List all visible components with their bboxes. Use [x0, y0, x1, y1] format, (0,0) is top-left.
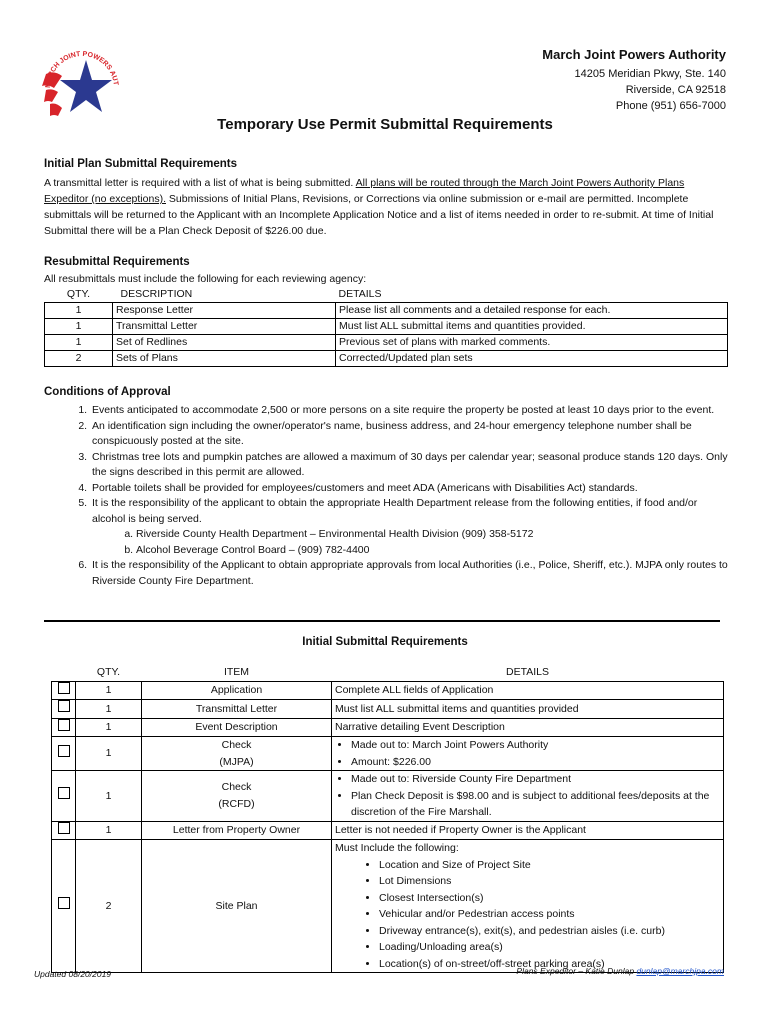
table-row — [45, 351, 728, 367]
bullet-item: • Amount: $226.00 — [351, 754, 720, 771]
condition-item: 4. Portable toilets shall be provided for employees/customers and meet ADA (Americans with Disabilities Act) standards. — [90, 481, 730, 497]
qty-cell: 1 — [76, 771, 142, 822]
details-cell — [332, 737, 724, 771]
checkbox[interactable] — [58, 700, 70, 712]
resubmittal-heading: Resubmittal Requirements — [44, 256, 190, 268]
bullet-item: • Made out to: Riverside County Fire Department — [351, 771, 720, 788]
checkbox[interactable] — [58, 745, 70, 757]
checkbox-cell — [52, 821, 76, 840]
updated-date: Updated 08/20/2019 — [34, 969, 112, 979]
checkbox[interactable] — [58, 897, 70, 909]
qty-cell: 1 — [76, 821, 142, 840]
org-address-2: Riverside, CA 92518 — [625, 84, 726, 96]
bullet-item: • Location(s) of on-street/off-street parking area(s) — [379, 956, 720, 973]
bullet-item: • Vehicular and/or Pedestrian access points — [379, 906, 720, 923]
condition-item-text: It is the responsibility of the applicant to obtain the appropriate Health Department release from the following entities, if food and/or alcohol is being served. — [92, 497, 698, 525]
initial-submittal-table — [51, 664, 724, 973]
qty-cell: 1 — [76, 700, 142, 719]
details-bullets — [335, 771, 720, 821]
bullet-item: • Closest Intersection(s) — [379, 890, 720, 907]
footer-contact — [516, 966, 724, 976]
bullet-item: • Loading/Unloading area(s) — [379, 939, 720, 956]
col-details: DETAILS — [338, 288, 382, 300]
sub-item: b. Alcohol Beverage Control Board – (909) 782-4400 — [136, 543, 730, 559]
resubmittal-header-row — [45, 287, 728, 303]
details-cell: Must list ALL submittal items and quantities provided. — [336, 319, 728, 335]
bullet-item: • Plan Check Deposit is $98.00 and is subject to additional fees/deposits at the discretion of the Fire Marshall. — [351, 788, 720, 821]
desc-cell: Set of Redlines — [113, 335, 336, 351]
table-row — [52, 840, 724, 973]
checkbox-cell — [52, 771, 76, 822]
condition-item: 1. Events anticipated to accommodate 2,500 or more persons on a site require the property be posted at least 10 days prior to the event. — [90, 403, 730, 419]
item-line-2: (MJPA) — [219, 755, 254, 768]
site-plan-intro: Must Include the following: — [335, 842, 459, 854]
bullet-item: • Lot Dimensions — [379, 873, 720, 890]
item-cell — [142, 771, 332, 822]
mjpa-logo — [40, 44, 124, 124]
col-item: ITEM — [223, 666, 250, 678]
logo-text: MARCH JOINT POWERS AUT — [44, 50, 119, 89]
item-line-2: (RCFD) — [218, 797, 255, 810]
qty-cell: 1 — [76, 681, 142, 700]
initial-submittal-heading: Initial Submittal Requirements — [302, 636, 468, 648]
item-cell — [142, 737, 332, 771]
qty-cell: 1 — [45, 335, 113, 351]
divider — [44, 620, 720, 622]
resubmittal-table — [44, 287, 728, 367]
desc-cell: Response Letter — [113, 303, 336, 319]
org-info — [542, 47, 726, 114]
col-description: DESCRIPTION — [120, 288, 193, 300]
sub-item: a. Riverside County Health Department – Environmental Health Division (909) 358-5172 — [136, 527, 730, 543]
checkbox-col-header — [52, 664, 76, 681]
resubmittal-intro: All resubmittals must include the following for each reviewing agency: — [44, 273, 367, 285]
initial-plan-text — [44, 175, 730, 239]
qty-cell: 1 — [76, 718, 142, 737]
col-details: DETAILS — [506, 666, 549, 678]
checkbox[interactable] — [58, 719, 70, 731]
condition-item: 6. It is the responsibility of the Applicant to obtain appropriate approvals from local Authorities (i.e., Police, Sheriff, etc.). MJPA only routes to Riverside County Fire Department. — [90, 558, 730, 589]
checkbox-cell — [52, 681, 76, 700]
checkbox-cell — [52, 737, 76, 771]
condition-item — [90, 496, 730, 558]
checkbox-cell — [52, 840, 76, 973]
item-cell: Site Plan — [142, 840, 332, 973]
checkbox[interactable] — [58, 822, 70, 834]
col-qty: QTY. — [96, 666, 121, 678]
table-row — [52, 700, 724, 719]
condition-item: 3. Christmas tree lots and pumpkin patches are allowed a maximum of 30 days per calendar year; seasonal produce stands 120 days. Only the signs described in this permit are allowed. — [90, 450, 730, 481]
qty-cell: 1 — [45, 319, 113, 335]
details-cell: Corrected/Updated plan sets — [336, 351, 728, 367]
conditions-list-wrap — [44, 403, 730, 589]
desc-cell: Transmittal Letter — [113, 319, 336, 335]
initial-plan-heading: Initial Plan Submittal Requirements — [44, 158, 237, 170]
initial-submittal-header-row — [52, 664, 724, 681]
expeditor-name: Plans Expeditor – Katie Dunlap — [516, 966, 635, 976]
qty-cell: 1 — [76, 737, 142, 771]
qty-cell: 2 — [76, 840, 142, 973]
table-row — [52, 771, 724, 822]
qty-cell: 2 — [45, 351, 113, 367]
health-entities-list — [92, 527, 730, 558]
table-row — [45, 303, 728, 319]
details-cell — [332, 840, 724, 973]
bullet-item: • Driveway entrance(s), exit(s), and pedestrian aisles (i.e. curb) — [379, 923, 720, 940]
initial-plan-text-underlined: All plans will be routed through the March Joint Powers Authority Plans Expeditor (no exceptions). — [44, 177, 685, 205]
site-plan-bullets — [335, 857, 720, 973]
condition-item: 2. An identification sign including the owner/operator's name, business address, and 24-hour emergency telephone number shall be conspicuously posted at the site. — [90, 419, 730, 450]
checkbox[interactable] — [58, 787, 70, 799]
checkbox-cell — [52, 700, 76, 719]
org-name: March Joint Powers Authority — [542, 47, 726, 62]
desc-cell: Sets of Plans — [113, 351, 336, 367]
item-line-1: Check — [221, 739, 252, 751]
page-title: Temporary Use Permit Submittal Requirements — [217, 116, 553, 133]
initial-plan-text-1: A transmittal letter is required with a list of what is being submitted. — [44, 177, 356, 189]
conditions-heading: Conditions of Approval — [44, 386, 171, 398]
details-cell: Letter is not needed if Property Owner is the Applicant — [332, 821, 724, 840]
star-icon — [60, 60, 112, 112]
table-row — [52, 681, 724, 700]
item-cell: Event Description — [142, 718, 332, 737]
table-row — [52, 821, 724, 840]
table-row — [52, 718, 724, 737]
table-row — [45, 335, 728, 351]
checkbox-cell — [52, 718, 76, 737]
details-cell — [332, 771, 724, 822]
item-cell: Letter from Property Owner — [142, 821, 332, 840]
initial-plan-text-2: Submissions of Initial Plans, Revisions, or Corrections via online submission or e-mail are permitted. Incomplete submittals will be returned to the Applicant with an Incomplete Application Notice and a list of items needed in order to re-submit. At time of Initial Submittal there will be a Plan Check Deposit of $226.00 due. — [44, 193, 714, 237]
details-cell: Narrative detailing Event Description — [332, 718, 724, 737]
bullet-item: • Location and Size of Project Site — [379, 857, 720, 874]
item-cell: Transmittal Letter — [142, 700, 332, 719]
details-cell: Please list all comments and a detailed response for each. — [336, 303, 728, 319]
details-cell: Must list ALL submittal items and quantities provided — [332, 700, 724, 719]
details-cell: Previous set of plans with marked comments. — [336, 335, 728, 351]
org-phone: Phone (951) 656-7000 — [615, 100, 726, 112]
org-address-1: 14205 Meridian Pkwy, Ste. 140 — [574, 68, 726, 80]
checkbox[interactable] — [58, 682, 70, 694]
bullet-item: • Made out to: March Joint Powers Authority — [351, 737, 720, 754]
qty-cell: 1 — [45, 303, 113, 319]
expeditor-email-link[interactable]: dunlap@marchjpa.com — [636, 966, 724, 976]
details-bullets — [335, 737, 720, 770]
conditions-list — [44, 403, 730, 589]
item-cell: Application — [142, 681, 332, 700]
item-line-1: Check — [221, 781, 252, 794]
table-row — [45, 319, 728, 335]
col-qty: QTY. — [66, 288, 91, 300]
table-row — [52, 737, 724, 771]
details-cell: Complete ALL fields of Application — [332, 681, 724, 700]
